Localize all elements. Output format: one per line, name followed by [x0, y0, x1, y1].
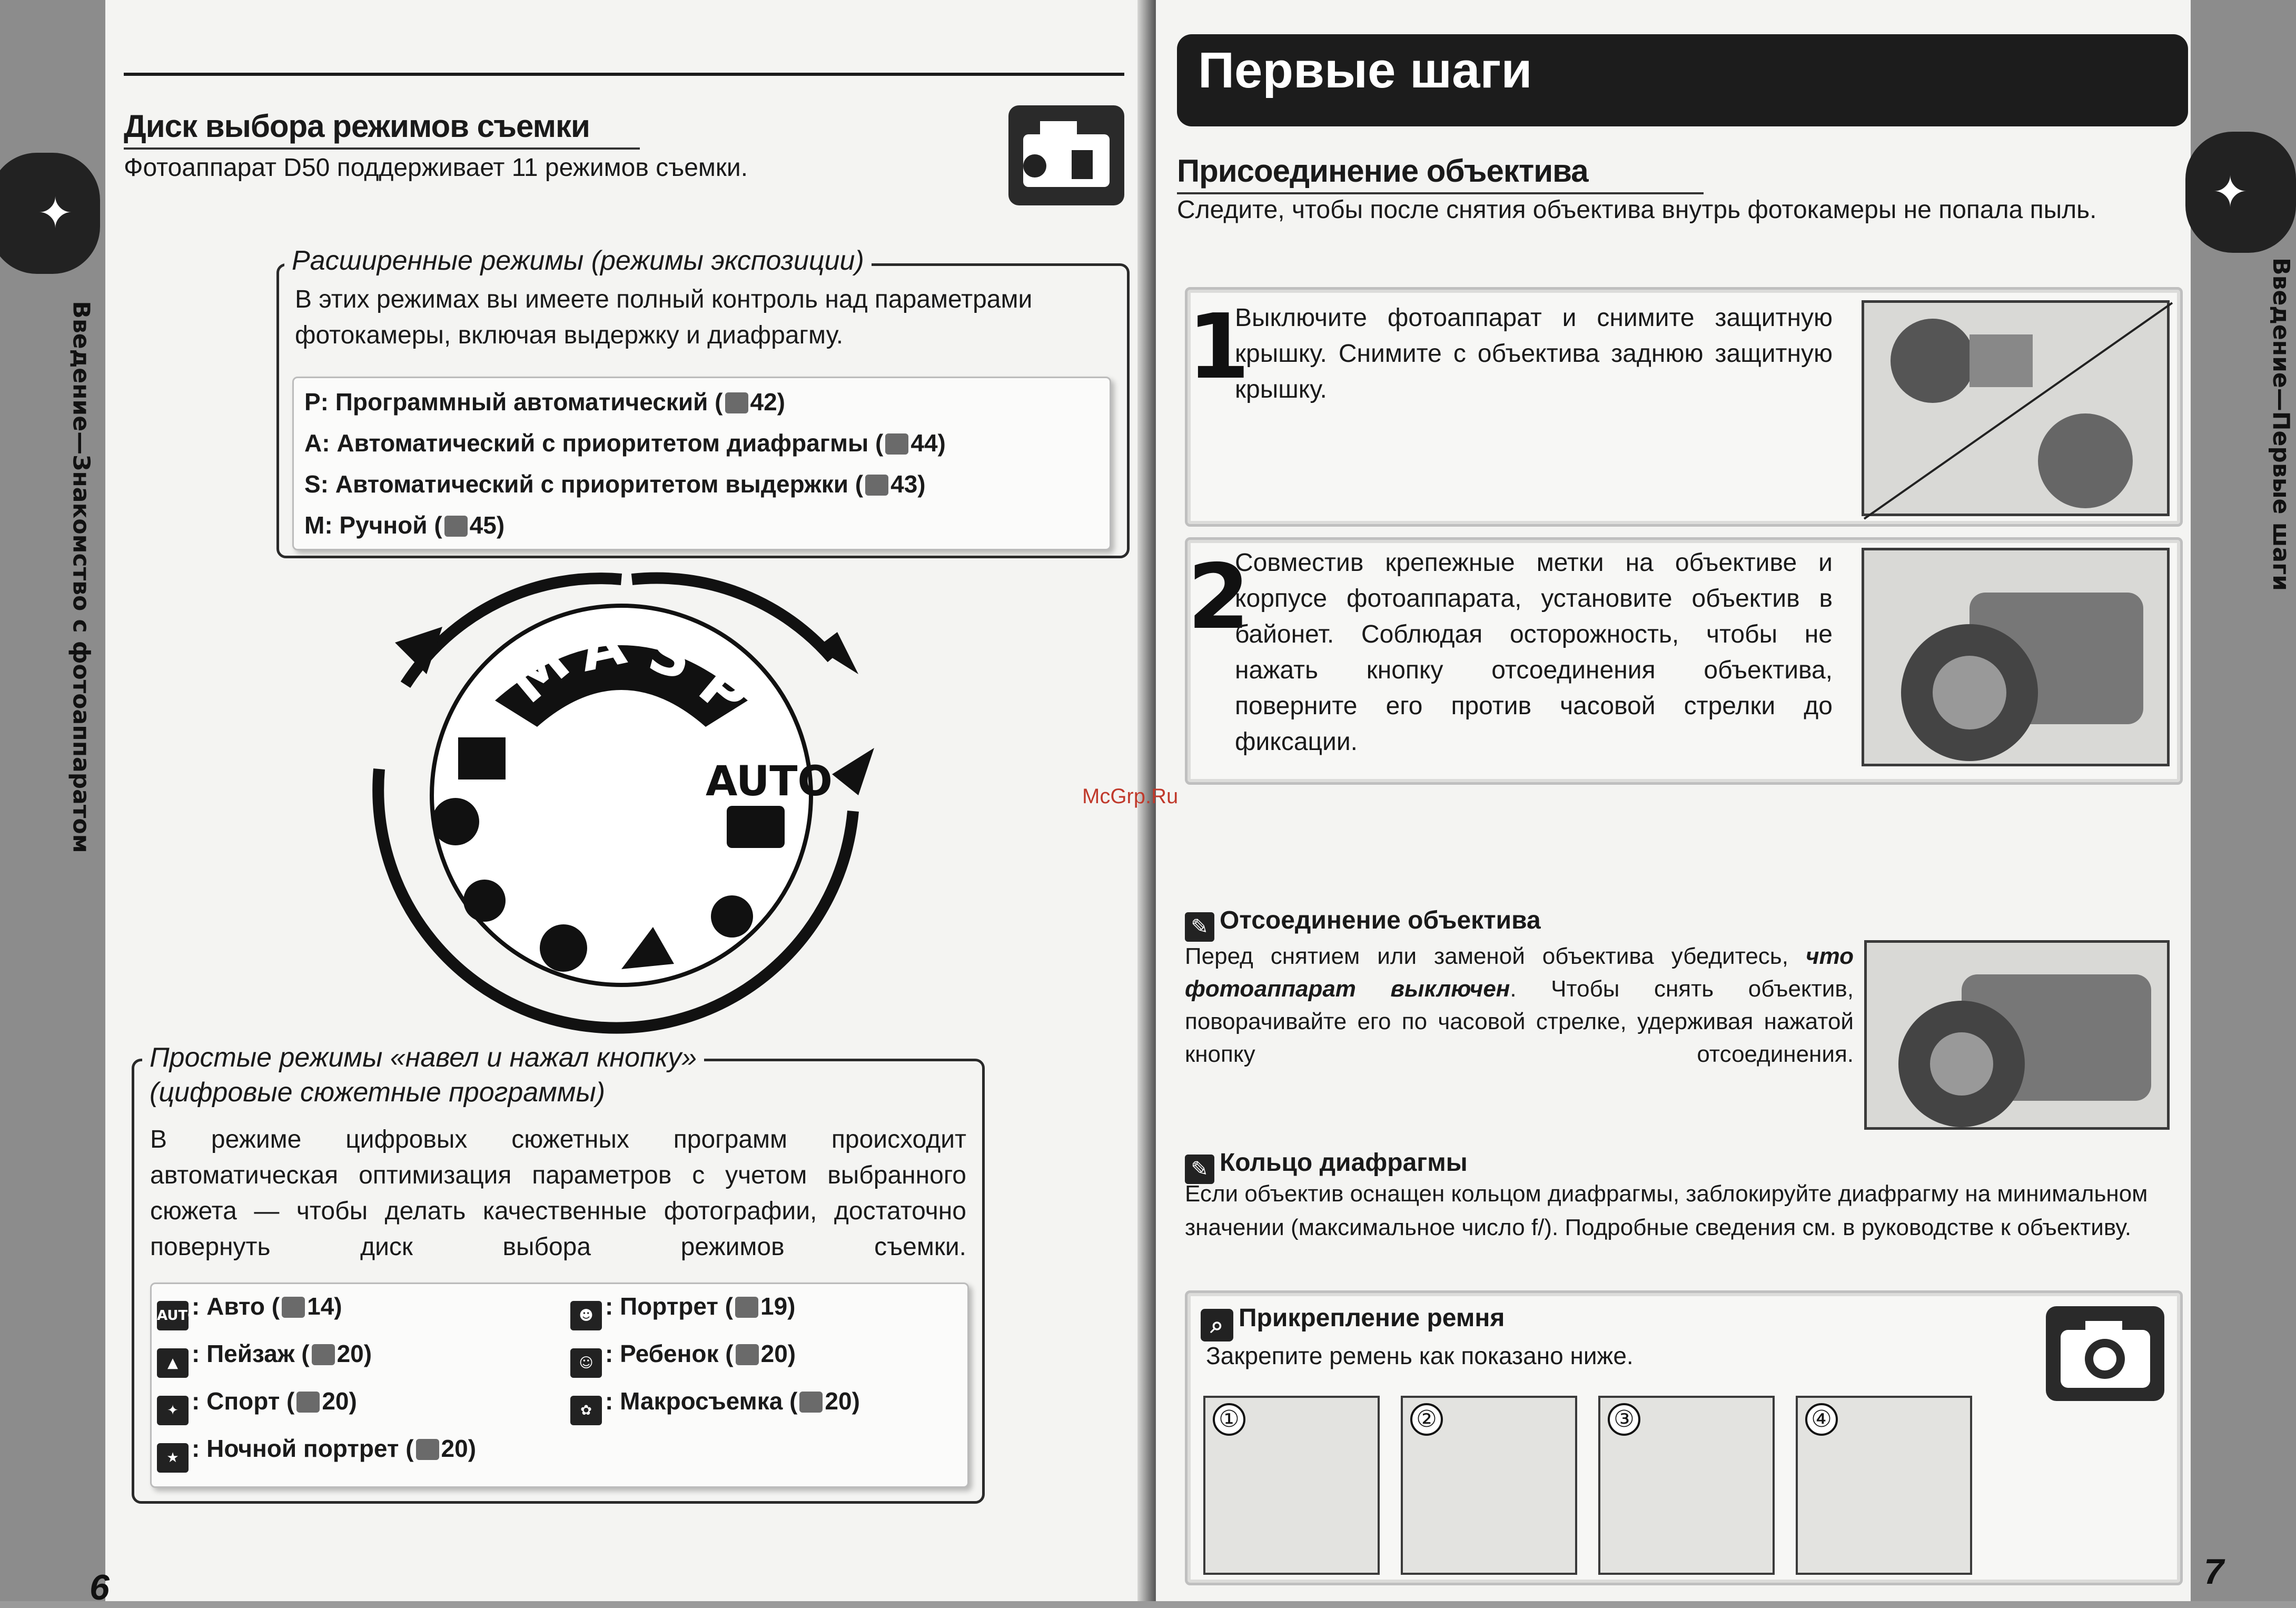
- detach-text-emphasis: что фотоаппарат выключен: [1185, 943, 1854, 1002]
- mode-close: ): [852, 1387, 860, 1415]
- left-section-tab: [0, 153, 100, 274]
- page-ref-icon: [865, 475, 888, 496]
- mode-page: 43: [890, 470, 918, 498]
- right-section-tab: [2185, 132, 2296, 253]
- mode-page: 20: [760, 1340, 788, 1367]
- page-ref-icon: [735, 1297, 758, 1318]
- simple-modes-description: В режиме цифровых сюжетных программ происходит автоматическая оптимизация параметров с учетом выбранного сюжета — чтобы делать качественные фотографии, достаточно повернуть диск выбора режимов съемки.: [150, 1126, 966, 1261]
- mode-page: 19: [760, 1293, 788, 1320]
- right-side-label: Введение—Первые шаги: [2267, 258, 2294, 591]
- magnifier-icon: ⌕: [1201, 1309, 1233, 1341]
- child-mode-icon: ☺: [570, 1348, 602, 1378]
- title-underline: [124, 147, 640, 150]
- mode-close: ): [777, 388, 785, 416]
- dial-letter-a: A: [573, 609, 631, 685]
- mode-key: M:: [304, 511, 333, 539]
- page-ref-icon: [799, 1392, 823, 1413]
- section-title: Диск выбора режимов съемки: [124, 108, 590, 144]
- step-1-text: Выключите фотоаппарат и снимите защитную крышку. Снимите с объектива заднюю защитную крышку.: [1235, 304, 1833, 403]
- intro-text: Следите, чтобы после снятия объектива внутрь фотокамеры не попала пыль.: [1177, 196, 2097, 224]
- camera-section-icon: ✦: [2212, 167, 2248, 216]
- mode-close: ): [917, 470, 926, 498]
- dial-auto-label: AUTO: [706, 758, 833, 805]
- mode-close: ): [787, 1293, 796, 1320]
- page-ref-icon: [725, 392, 748, 413]
- mode-key: P:: [304, 388, 329, 416]
- right-page: [1156, 0, 2294, 1601]
- step-2-number: 2: [1187, 545, 1250, 649]
- page-ref-icon: [296, 1392, 320, 1413]
- dial-letter-m: M: [494, 627, 582, 716]
- mode-close: ): [334, 1293, 342, 1320]
- mode-label: : Спорт (: [192, 1387, 295, 1415]
- detach-note-title: [1185, 906, 1541, 942]
- strap-step-number: ④: [1805, 1403, 1838, 1436]
- step-1-photo: [1862, 300, 2170, 516]
- simple-mode-sport: [157, 1387, 357, 1425]
- mode-line-m: [304, 511, 504, 539]
- simple-mode-child: [570, 1339, 796, 1378]
- watermark: McGrp.Ru: [1082, 785, 1179, 808]
- section-title: Присоединение объектива: [1177, 153, 1588, 189]
- left-side-label: Введение—Знакомство с фотоаппаратом: [67, 301, 95, 853]
- mode-key: A:: [304, 429, 330, 457]
- advanced-modes-description: В этих режимах вы имеете полный контроль над параметрами фотокамеры, включая выдержку и диафрагму.: [295, 285, 1033, 349]
- simple-mode-landscape: [157, 1339, 372, 1378]
- dial-night-portrait-icon: [458, 737, 506, 780]
- mode-label: Программный автоматический (: [335, 388, 723, 416]
- auto-mode-icon: AUTO: [157, 1301, 189, 1330]
- dial-letter-s: S: [641, 617, 699, 693]
- left-page-number: 6: [90, 1567, 110, 1607]
- simple-heading-line2: (цифровые сюжетные программы): [150, 1077, 606, 1108]
- aperture-title-text: Кольцо диафрагмы: [1220, 1149, 1468, 1177]
- mode-label: Автоматический с приоритетом выдержки (: [335, 470, 864, 498]
- mode-close: ): [468, 1435, 477, 1462]
- page-ref-icon: [282, 1297, 305, 1318]
- mode-line-s: [304, 470, 926, 498]
- mode-label: Ручной (: [339, 511, 442, 539]
- detach-note-text: [1185, 940, 1854, 1071]
- dial-letter-p: P: [686, 651, 763, 731]
- pencil-note-icon: ✎: [1185, 912, 1214, 942]
- dial-arrow-bottom: [832, 748, 874, 795]
- mode-close: ): [496, 511, 505, 539]
- advanced-modes-list: [292, 377, 1111, 550]
- mode-page: 20: [337, 1340, 364, 1367]
- top-rule: [124, 73, 1124, 76]
- mode-page: 42: [750, 388, 777, 416]
- strap-step-1-photo: [1203, 1396, 1380, 1575]
- mode-dial: [337, 548, 927, 1043]
- page-ref-icon: [444, 516, 468, 537]
- detach-text-after: . Чтобы снять объектив, поворачивайте его по часовой стрелке, удерживая нажатой кнопку отсоединения.: [1185, 976, 1854, 1067]
- strap-step-3-photo: [1598, 1396, 1775, 1575]
- simple-mode-auto: [157, 1292, 342, 1330]
- strap-step-number: ②: [1410, 1403, 1443, 1436]
- detach-text-before: Перед снятием или заменой объектива убедитесь,: [1185, 943, 1806, 969]
- page-ref-icon: [416, 1439, 439, 1460]
- mode-page: 14: [307, 1293, 334, 1320]
- dial-sport-icon: [463, 880, 506, 922]
- strap-title-text: Прикрепление ремня: [1239, 1304, 1505, 1332]
- dial-macro-icon: [540, 924, 587, 972]
- mode-close: ): [937, 429, 946, 457]
- mode-close: ): [349, 1387, 357, 1415]
- step-2-photo: [1862, 548, 2170, 766]
- sport-mode-icon: ✦: [157, 1396, 189, 1425]
- mode-label: Автоматический с приоритетом диафрагмы (: [337, 429, 884, 457]
- landscape-mode-icon: ▲: [157, 1348, 189, 1378]
- simple-heading-line1: Простые режимы «навел и нажал кнопку»: [150, 1042, 697, 1073]
- step-1-number: 1: [1187, 295, 1250, 399]
- mode-page: 20: [441, 1435, 468, 1462]
- mode-label: : Макросъемка (: [605, 1387, 798, 1415]
- mode-label: : Ночной портрет (: [192, 1435, 414, 1462]
- simple-mode-portrait: [570, 1292, 795, 1330]
- mode-key: S:: [304, 470, 329, 498]
- intro-text: Фотоаппарат D50 поддерживает 11 режимов съемки.: [124, 154, 748, 182]
- shooting-mode-icon: [1008, 105, 1124, 205]
- mode-page: 45: [469, 511, 497, 539]
- page-ref-icon: [736, 1344, 759, 1365]
- advanced-modes-heading: Расширенные режимы (режимы экспозиции): [284, 245, 872, 277]
- mode-label: : Пейзаж (: [192, 1340, 310, 1367]
- detach-photo: [1864, 940, 2170, 1130]
- dial-child-icon: [711, 895, 753, 938]
- left-page: [0, 0, 1145, 1607]
- detach-title-text: Отсоединение объектива: [1220, 906, 1541, 934]
- dial-auto-camera-icon: [727, 806, 785, 848]
- mode-label: : Ребенок (: [605, 1340, 734, 1367]
- strap-text: Закрепите ремень как показано ниже.: [1206, 1342, 1634, 1369]
- strap-step-number: ③: [1608, 1403, 1640, 1436]
- simple-mode-macro: [570, 1387, 860, 1425]
- simple-mode-night-portrait: [157, 1434, 476, 1473]
- mode-label: : Портрет (: [605, 1293, 733, 1320]
- strap-step-2-photo: [1401, 1396, 1577, 1575]
- camera-strap-icon: [2046, 1306, 2164, 1401]
- page-ref-icon: [885, 433, 908, 455]
- pencil-note-icon: ✎: [1185, 1155, 1214, 1184]
- mode-page: 20: [825, 1387, 852, 1415]
- page-ref-icon: [312, 1344, 335, 1365]
- dial-portrait-icon: [432, 798, 479, 845]
- strap-title: [1201, 1304, 1505, 1341]
- simple-modes-heading: [142, 1040, 704, 1110]
- camera-section-icon: ✦: [37, 189, 73, 238]
- portrait-mode-icon: ☻: [570, 1301, 602, 1330]
- mode-label: : Авто (: [192, 1293, 280, 1320]
- aperture-note-text: Если объектив оснащен кольцом диафрагмы, заблокируйте диафрагму на минимальном значении (максимальное число f/). Подробные сведения см. в руководстве к объективу.: [1185, 1181, 2148, 1240]
- chapter-title: Первые шаги: [1198, 42, 1532, 98]
- simple-modes-list: [150, 1283, 969, 1488]
- right-page-number: 7: [2204, 1552, 2224, 1592]
- mode-close: ): [363, 1340, 372, 1367]
- mode-line-p: [304, 388, 785, 416]
- mode-page: 20: [322, 1387, 349, 1415]
- step-2-text: Совместив крепежные метки на объективе и корпусе фотоаппарата, установите объектив в байонет. Соблюдая осторожность, чтобы не нажать кнопку отсоединения объектива, поверните его против часовой стрелки до фиксации.: [1235, 549, 1833, 756]
- mode-line-a: [304, 429, 946, 457]
- night-portrait-mode-icon: ★: [157, 1443, 189, 1473]
- strap-step-number: ①: [1213, 1403, 1245, 1436]
- macro-mode-icon: ✿: [570, 1396, 602, 1425]
- chapter-banner: [1177, 34, 2188, 126]
- mode-close: ): [787, 1340, 796, 1367]
- mode-page: 44: [911, 429, 938, 457]
- strap-step-4-photo: [1796, 1396, 1972, 1575]
